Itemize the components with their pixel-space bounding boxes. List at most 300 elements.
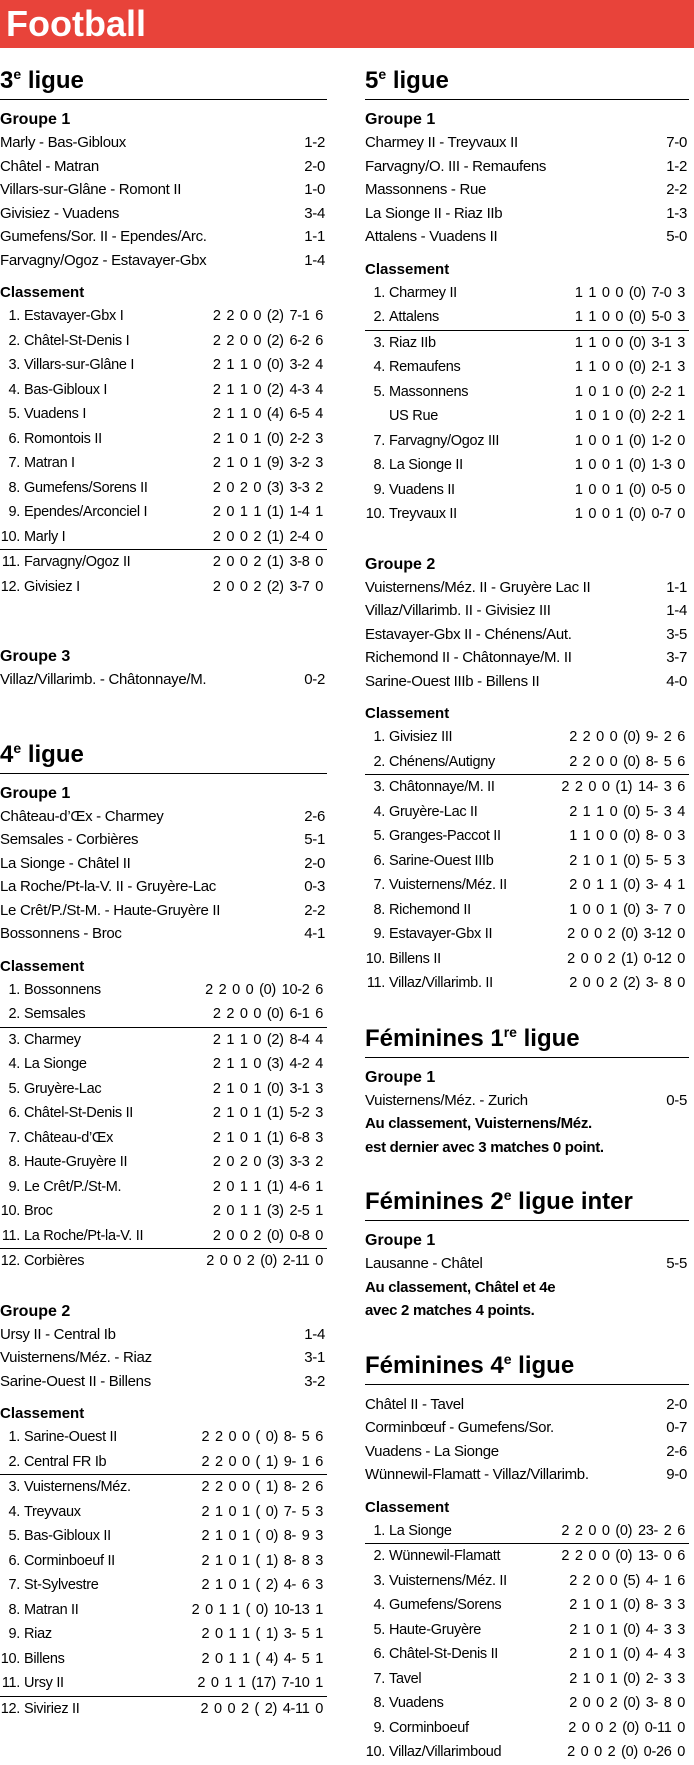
match-row <box>365 1416 689 1440</box>
match-row <box>0 899 327 923</box>
standings-team: Charmey <box>24 1031 81 1048</box>
standings-stats: 2 2 0 0 (2) 6-2 6 <box>212 332 323 349</box>
standings-stats: 2 0 0 2 (1) 0-12 0 <box>567 950 685 967</box>
standings-row <box>365 1691 689 1716</box>
standings-stats: 2 1 0 1 (0) 2-2 3 <box>212 430 323 447</box>
standings-stats: 2 0 0 2 ( 2) 4-11 0 <box>200 1700 323 1717</box>
standings-row <box>365 824 689 849</box>
standings-position: 9. <box>373 481 385 498</box>
standings-position: 6. <box>8 1105 20 1121</box>
summary-note: est dernier avec 3 matches 0 point. <box>365 1138 604 1156</box>
standings-row <box>365 873 689 898</box>
standings-row <box>0 1028 327 1053</box>
standings-position: 6. <box>8 1552 20 1569</box>
match-fixture: Châtel - Matran <box>0 157 99 175</box>
match-score: 1-2 <box>666 157 687 175</box>
standings-team: Ursy II <box>24 1675 64 1691</box>
match-row <box>0 1370 327 1394</box>
standings-stats: 2 1 0 1 (0) 3-1 3 <box>212 1080 323 1097</box>
standings-position: 3. <box>8 1479 20 1495</box>
standings-row <box>365 775 689 800</box>
standings-team: Central FR Ib <box>24 1453 107 1470</box>
standings-row <box>0 1101 327 1126</box>
section-spacer <box>365 1159 689 1177</box>
standings-stats: 2 1 0 1 (9) 3-2 3 <box>212 455 323 471</box>
match-score: 9-0 <box>666 1466 687 1483</box>
standings-position: 3. <box>373 1572 385 1589</box>
standings-position: 5. <box>373 1621 385 1638</box>
standings-row <box>0 1450 327 1476</box>
match-fixture: Villaz/Villarimb. - Châtonnaye/M. <box>0 671 207 688</box>
standings-row <box>0 1598 327 1623</box>
match-score: 1-4 <box>666 602 687 619</box>
standings-row <box>365 1569 689 1594</box>
standings-stats: 2 1 0 1 (1) 6-8 3 <box>212 1129 323 1146</box>
standings-position: 1. <box>8 308 20 324</box>
standings-position: 10. <box>365 950 385 967</box>
match-score: 1-4 <box>304 1325 325 1343</box>
standings-row <box>0 353 327 378</box>
standings-team: Siviriez II <box>24 1700 80 1717</box>
standings-position: 1. <box>373 1522 385 1539</box>
match-row <box>0 828 327 852</box>
standings-team: Riaz <box>24 1626 52 1642</box>
standings-stats: 1 0 1 0 (0) 2-2 1 <box>574 408 685 424</box>
section-title: Féminines 2e ligue inter <box>365 1177 689 1221</box>
standings-position: 1. <box>373 284 385 301</box>
standings-position: 12. <box>0 1700 20 1717</box>
section-title: Féminines 1re ligue <box>365 1014 689 1058</box>
match-row <box>0 875 327 899</box>
standings-team: Givisiez III <box>389 729 453 745</box>
match-score: 1-2 <box>304 134 325 151</box>
standings-team: Givisiez I <box>24 578 80 595</box>
group-title: Groupe 3 <box>0 648 71 665</box>
standings-row <box>0 1573 327 1598</box>
match-fixture: Richemond II - Châtonnaye/M. II <box>365 649 572 666</box>
match-score: 7-0 <box>666 134 687 151</box>
standings-row <box>365 1667 689 1692</box>
standings-position: 8. <box>8 479 20 496</box>
standings-row <box>365 478 689 503</box>
standings-stats: 2 2 0 0 (0) 10-2 6 <box>205 981 323 998</box>
match-row <box>0 852 327 876</box>
standings-row <box>365 453 689 478</box>
standings-row <box>0 500 327 525</box>
match-score: 1-0 <box>304 181 325 198</box>
match-fixture: Ursy II - Central Ib <box>0 1325 116 1343</box>
standings-position: 11. <box>1 1227 20 1244</box>
standings-row <box>0 1425 327 1450</box>
standings-position: 10. <box>0 528 20 545</box>
standings-position: 9. <box>8 1626 20 1642</box>
standings-row <box>365 971 689 996</box>
page-banner: Football <box>0 0 694 48</box>
group-title: Groupe 1 <box>365 111 436 128</box>
standings-stats: 2 0 1 1 (3) 2-5 1 <box>212 1203 323 1219</box>
standings-position: 7. <box>8 1129 20 1146</box>
standings-stats: 2 0 1 1 (1) 4-6 1 <box>212 1178 323 1195</box>
standings-stats: 2 1 1 0 (4) 6-5 4 <box>212 406 323 422</box>
standings-row <box>0 451 327 476</box>
standings-team: Vuadens II <box>389 481 455 498</box>
standings-row <box>365 355 689 380</box>
standings-stats: 1 1 0 0 (0) 2-1 3 <box>574 359 685 375</box>
match-fixture: Farvagny/O. III - Remaufens <box>365 157 547 175</box>
standings-position: 7. <box>373 1670 385 1687</box>
standings-stats: 2 1 1 0 (2) 8-4 4 <box>212 1031 323 1048</box>
section-title-sup: e <box>13 739 22 756</box>
standings-stats: 2 0 0 2 (0) 0-8 0 <box>212 1227 323 1244</box>
standings-team: Gruyère-Lac <box>24 1080 102 1097</box>
section-title: 5e ligue <box>365 56 689 100</box>
match-score: 4-1 <box>304 925 325 942</box>
match-score: 2-0 <box>304 854 325 872</box>
standings-team: Farvagny/Ogoz III <box>389 432 500 449</box>
match-fixture: Le Crêt/P./St-M. - Haute-Gruyère II <box>0 901 221 919</box>
standings-team: Remaufens <box>389 359 461 375</box>
match-row <box>0 1346 327 1370</box>
standings-stats: 2 0 0 2 (1) 3-8 0 <box>212 554 323 570</box>
standings-position: 4. <box>373 803 385 820</box>
match-fixture: La Sionge II - Riaz IIb <box>365 204 503 222</box>
standings-stats: 1 1 0 0 (0) 5-0 3 <box>574 309 685 325</box>
standings-stats: 2 0 0 2 (1) 2-4 0 <box>212 528 323 545</box>
standings-stats: 2 1 0 1 (0) 4- 4 3 <box>569 1646 685 1662</box>
standings-position: 2. <box>8 332 20 349</box>
match-score: 0-3 <box>304 878 325 895</box>
match-row <box>365 1252 689 1276</box>
standings-team: Richemond II <box>389 901 471 918</box>
standings-stats: 2 0 1 1 ( 4) 4- 5 1 <box>201 1650 323 1667</box>
standings-row <box>0 525 327 551</box>
standings-row <box>0 427 327 452</box>
standings-stats: 2 2 0 0 (0) 8- 5 6 <box>569 753 685 770</box>
standings-row <box>0 304 327 329</box>
standings-position: 2. <box>8 1453 20 1470</box>
standings-stats: 2 0 0 2 (0) 0-11 0 <box>568 1719 685 1736</box>
match-fixture: Vuisternens/Méz. - Zurich <box>365 1091 528 1109</box>
match-score: 1-4 <box>304 251 325 269</box>
standings-team: Marly I <box>24 528 66 545</box>
standings-position: 7. <box>8 455 20 471</box>
standings-team: Vuadens I <box>24 406 87 422</box>
standings-position: 8. <box>373 901 385 918</box>
standings-stats: 2 1 0 1 (0) 4- 3 3 <box>569 1621 685 1638</box>
classement-title: Classement <box>365 260 450 278</box>
standings-stats: 2 0 1 1 ( 1) 3- 5 1 <box>201 1626 323 1642</box>
standings-team: Massonnens <box>389 383 469 400</box>
standings-team: Corminboeuf <box>389 1719 469 1736</box>
right-column <box>365 56 689 1765</box>
standings-stats: 1 0 0 1 (0) 1-2 0 <box>574 432 685 449</box>
standings-team: Estavayer-Gbx I <box>24 308 124 324</box>
classement-title: Classement <box>0 1405 85 1422</box>
match-row <box>365 155 689 179</box>
standings-team: Villaz/Villarimboud <box>389 1744 502 1760</box>
standings-position: 9. <box>373 1719 385 1736</box>
standings-position: 7. <box>373 877 385 893</box>
standings-position: 11. <box>366 975 385 991</box>
standings-stats: 2 1 0 1 ( 2) 4- 6 3 <box>201 1577 323 1593</box>
match-fixture: Villars-sur-Glâne - Romont II <box>0 181 182 198</box>
match-score: 3-4 <box>304 204 325 222</box>
standings-position: 6. <box>8 430 20 447</box>
standings-team: St-Sylvestre <box>24 1577 99 1593</box>
standings-position: 5. <box>8 1528 20 1544</box>
standings-position: 5. <box>8 406 20 422</box>
match-fixture: Lausanne - Châtel <box>365 1255 483 1272</box>
match-fixture: Vuisternens/Méz. - Riaz <box>0 1349 152 1366</box>
match-fixture: Sarine-Ouest IIIb - Billens II <box>365 672 540 690</box>
standings-row <box>0 1697 327 1722</box>
standings-stats: 2 1 1 0 (0) 3-2 4 <box>212 357 323 373</box>
match-row <box>0 668 327 692</box>
standings-stats: 1 1 0 0 (0) 8- 0 3 <box>569 828 685 844</box>
standings-position: 4. <box>373 359 385 375</box>
standings-row <box>0 402 327 427</box>
standings-stats: 2 2 0 0 ( 0) 8- 5 6 <box>201 1429 323 1445</box>
match-row <box>0 1323 327 1347</box>
standings-position: 8. <box>8 1601 20 1618</box>
match-fixture: La Roche/Pt-la-V. II - Gruyère-Lac <box>0 878 217 895</box>
standings-row <box>0 1199 327 1224</box>
standings-team: Tavel <box>389 1670 422 1687</box>
section-spacer <box>365 996 689 1014</box>
match-score: 0-7 <box>666 1419 687 1436</box>
standings-team: Haute-Gruyère II <box>24 1154 128 1170</box>
standings-stats: 2 1 1 0 (2) 4-3 4 <box>212 381 323 398</box>
standings-position: 8. <box>373 457 385 473</box>
section-title-sup: e <box>13 66 22 82</box>
standings-stats: 2 2 0 0 (0) 6-1 6 <box>212 1006 323 1022</box>
standings-stats: 2 0 2 0 (3) 3-3 2 <box>212 1154 323 1170</box>
standings-row <box>365 281 689 306</box>
standings-team: Treyvaux <box>24 1503 81 1520</box>
standings-row <box>0 1175 327 1200</box>
standings-position: 10. <box>365 1744 385 1760</box>
standings-team: Bas-Gibloux I <box>24 381 108 398</box>
classement-title: Classement <box>365 1498 450 1516</box>
standings-stats: 2 2 0 0 (2) 7-1 6 <box>212 308 323 324</box>
standings-stats: 1 0 0 1 (0) 1-3 0 <box>574 457 685 473</box>
summary-note: Au classement, Châtel et 4e <box>365 1278 556 1296</box>
match-score: 3-7 <box>666 649 687 666</box>
section-spacer <box>0 692 327 730</box>
standings-row <box>0 1524 327 1549</box>
group-spacer <box>0 599 327 637</box>
standings-stats: 1 0 1 0 (0) 2-2 1 <box>574 383 685 400</box>
standings-position: 3. <box>373 779 385 795</box>
summary-note: Au classement, Vuisternens/Méz. <box>365 1115 592 1132</box>
standings-row <box>365 331 689 356</box>
match-score: 1-1 <box>304 228 325 245</box>
match-row <box>0 155 327 179</box>
standings-row <box>0 1224 327 1250</box>
match-score: 5-1 <box>304 831 325 848</box>
match-row <box>365 646 689 670</box>
standings-row <box>0 1622 327 1647</box>
standings-position: 6. <box>373 1646 385 1662</box>
match-score: 3-2 <box>304 1372 325 1390</box>
standings-stats: 2 0 0 2 (2) 3- 8 0 <box>569 975 685 991</box>
standings-position: 10. <box>0 1650 20 1667</box>
match-score: 2-0 <box>666 1395 687 1413</box>
standings-stats: 2 1 0 1 ( 1) 8- 8 3 <box>201 1552 323 1569</box>
standings-row <box>365 750 689 776</box>
match-score: 3-5 <box>666 625 687 643</box>
standings-team: Corbières <box>24 1253 85 1269</box>
standings-row <box>365 1716 689 1741</box>
standings-team: Broc <box>24 1203 53 1219</box>
standings-row <box>0 978 327 1003</box>
standings-stats: 1 0 0 1 (0) 3- 7 0 <box>569 901 685 918</box>
standings-row <box>365 849 689 874</box>
standings-row <box>365 305 689 331</box>
standings-stats: 2 1 1 0 (3) 4-2 4 <box>212 1056 323 1072</box>
standings-stats: 1 1 0 0 (0) 7-0 3 <box>574 284 685 301</box>
standings-team: Chénens/Autigny <box>389 753 495 770</box>
standings-row <box>0 1052 327 1077</box>
standings-row <box>365 1519 689 1545</box>
standings-stats: 2 1 0 1 (1) 5-2 3 <box>212 1105 323 1121</box>
standings-team: Sarine-Ouest IIIb <box>389 852 494 869</box>
match-row <box>365 1440 689 1464</box>
standings-position: 2. <box>373 1548 385 1564</box>
standings-team: US Rue <box>389 408 438 424</box>
standings-team: Châtonnaye/M. II <box>389 779 495 795</box>
standings-position: 2. <box>373 753 385 770</box>
standings-stats: 1 0 0 1 (0) 0-7 0 <box>574 506 685 522</box>
match-score: 2-2 <box>304 901 325 919</box>
standings-stats: 2 0 0 2 (0) 3-12 0 <box>567 926 685 942</box>
standings-position: 7. <box>8 1577 20 1593</box>
standings-team: Attalens <box>389 309 439 325</box>
match-score: 1-3 <box>666 204 687 222</box>
standings-team: Vuisternens/Méz. <box>24 1479 131 1495</box>
standings-position: 8. <box>373 1695 385 1711</box>
standings-position: 9. <box>373 926 385 942</box>
standings-team: Le Crêt/P./St-M. <box>24 1178 122 1195</box>
match-row <box>365 670 689 694</box>
standings-position: 4. <box>8 1056 20 1072</box>
match-score: 2-6 <box>666 1442 687 1460</box>
standings-stats: 2 2 0 0 (0) 9- 2 6 <box>569 729 685 745</box>
match-fixture: Semsales - Corbières <box>0 831 139 848</box>
standings-team: Vuadens <box>389 1695 444 1711</box>
standings-position: 9. <box>8 1178 20 1195</box>
section-title-sup: e <box>503 1350 512 1367</box>
standings-team: Sarine-Ouest II <box>24 1429 118 1445</box>
group-spacer <box>365 527 689 545</box>
standings-row <box>0 1077 327 1102</box>
standings-stats: 1 1 0 0 (0) 3-1 3 <box>574 334 685 351</box>
group-title: Groupe 1 <box>365 1068 436 1086</box>
match-score: 2-6 <box>304 807 325 825</box>
standings-team: La Sionge II <box>389 457 463 473</box>
standings-row <box>0 378 327 403</box>
standings-position: 4. <box>373 1597 385 1613</box>
standings-row <box>365 429 689 454</box>
match-score: 3-1 <box>304 1349 325 1366</box>
standings-row <box>365 380 689 405</box>
standings-position: 1. <box>8 981 20 998</box>
standings-team: Villaz/Villarimb. II <box>389 975 493 991</box>
standings-team: Bossonnens <box>24 981 101 998</box>
section-spacer <box>365 1323 689 1341</box>
match-row <box>0 922 327 946</box>
standings-stats: 2 0 0 2 (0) 0-26 0 <box>567 1744 685 1760</box>
standings-team: Vuisternens/Méz. II <box>389 1572 507 1589</box>
standings-row <box>0 1475 327 1500</box>
section-title-sup: re <box>503 1023 517 1040</box>
standings-row <box>0 1500 327 1525</box>
standings-team: Granges-Paccot II <box>389 828 501 844</box>
standings-stats: 2 1 0 1 (0) 2- 3 3 <box>569 1670 685 1687</box>
standings-row <box>365 1618 689 1643</box>
standings-stats: 2 2 0 0 ( 1) 8- 2 6 <box>201 1479 323 1495</box>
standings-row <box>0 1126 327 1151</box>
standings-position: 6. <box>373 852 385 869</box>
standings-team: Matran II <box>24 1601 79 1618</box>
standings-team: Corminboeuf II <box>24 1552 115 1569</box>
standings-stats: 2 2 0 0 ( 1) 9- 1 6 <box>201 1453 323 1470</box>
match-fixture: Estavayer-Gbx II - Chénens/Aut. <box>365 625 572 643</box>
standings-position: 3. <box>373 334 385 351</box>
match-row <box>365 1393 689 1417</box>
match-fixture: Villaz/Villarimb. II - Givisiez III <box>365 602 551 619</box>
standings-team: Châtel-St-Denis I <box>24 332 130 349</box>
standings-stats: 2 1 1 0 (0) 5- 3 4 <box>569 803 685 820</box>
standings-stats: 2 1 0 1 (0) 5- 5 3 <box>569 852 685 869</box>
standings-stats: 2 0 1 1 (1) 1-4 1 <box>212 504 323 520</box>
section-title-sup: e <box>378 66 387 82</box>
standings-row <box>365 1740 689 1765</box>
standings-stats: 2 0 0 2 (0) 3- 8 0 <box>569 1695 685 1711</box>
match-row <box>365 599 689 623</box>
match-fixture: Marly - Bas-Gibloux <box>0 134 126 151</box>
standings-position: 12. <box>0 578 20 595</box>
standings-stats: 2 2 0 0 (1) 14- 3 6 <box>561 779 685 795</box>
standings-position: 11. <box>1 554 20 570</box>
standings-position: 5. <box>373 383 385 400</box>
standings-team: Charmey II <box>389 284 457 301</box>
group-title: Groupe 1 <box>365 1232 436 1249</box>
section-title: 3e ligue <box>0 56 327 100</box>
match-fixture: Givisiez - Vuadens <box>0 204 120 222</box>
standings-position: 5. <box>8 1080 20 1097</box>
standings-team: La Sionge <box>24 1056 87 1072</box>
classement-title: Classement <box>365 705 450 722</box>
standings-stats: 2 2 0 0 (0) 23- 2 6 <box>561 1522 685 1539</box>
standings-row <box>365 404 689 429</box>
match-fixture: Corminbœuf - Gumefens/Sor. <box>365 1419 554 1436</box>
standings-team: Romontois II <box>24 430 102 447</box>
standings-position: 3. <box>8 357 20 373</box>
standings-row <box>0 1549 327 1574</box>
match-row <box>0 178 327 202</box>
left-column <box>0 56 327 1721</box>
standings-row <box>0 550 327 575</box>
match-score: 5-0 <box>666 228 687 245</box>
standings-team: Matran I <box>24 455 75 471</box>
standings-row <box>0 1647 327 1672</box>
match-row <box>0 249 327 273</box>
standings-stats: 2 0 0 2 (2) 3-7 0 <box>212 578 323 595</box>
match-score: 1-1 <box>666 578 687 596</box>
match-row <box>365 576 689 600</box>
standings-position: 1. <box>373 729 385 745</box>
